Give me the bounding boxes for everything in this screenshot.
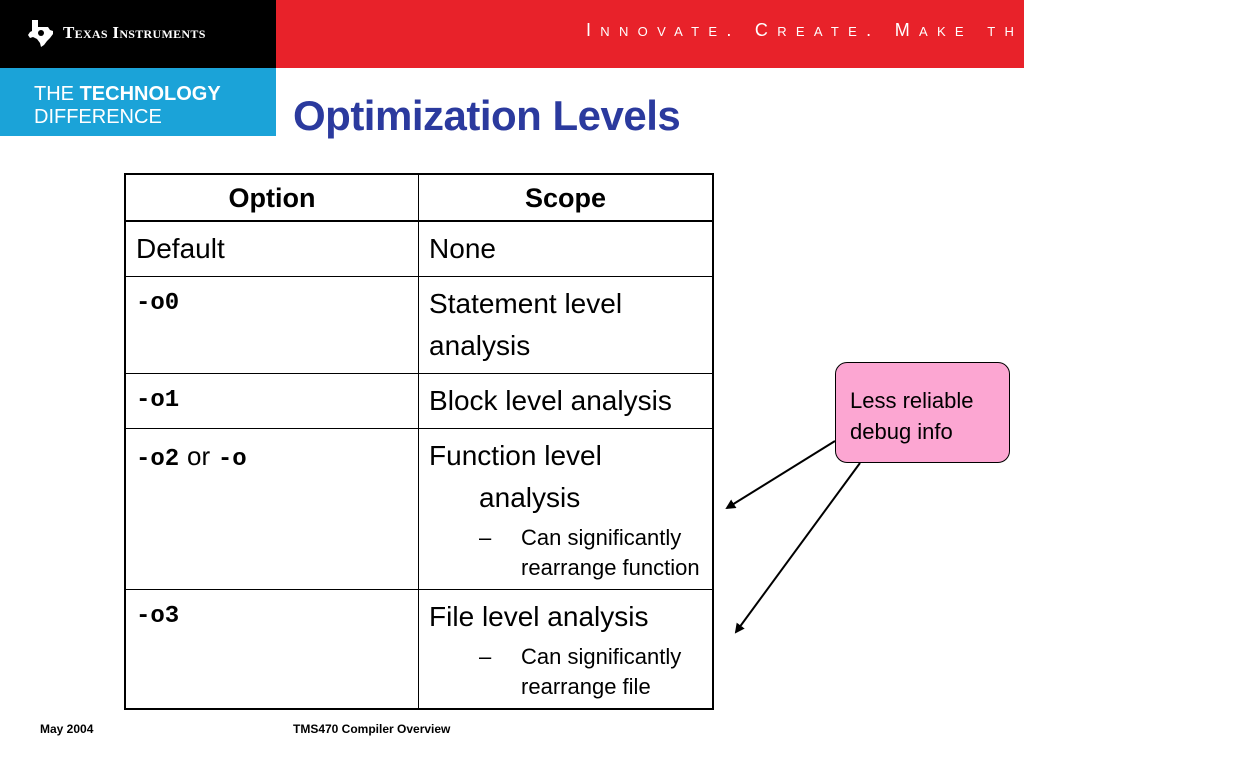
trademark-mark: ™ xyxy=(1249,18,1256,25)
scope-statement: Statement level analysis xyxy=(429,288,623,361)
option-o2: -o2 xyxy=(136,446,180,473)
tech-the: THE xyxy=(34,83,74,105)
note-dash: – xyxy=(479,644,492,669)
scope-function-cont: analysis xyxy=(479,482,581,513)
footer-title: TMS470 Compiler Overview xyxy=(293,722,451,736)
arrow-to-o2 xyxy=(727,441,835,508)
header-option: Option xyxy=(125,174,419,221)
scope-block: Block level analysis xyxy=(429,385,672,416)
note-dash: – xyxy=(479,525,492,550)
ti-logo-text: Texas Instruments xyxy=(63,23,206,42)
option-or: or xyxy=(187,441,211,471)
option-default: Default xyxy=(136,233,225,264)
scope-none: None xyxy=(429,233,496,264)
option-o: -o xyxy=(217,446,247,473)
callout-line-2: debug info xyxy=(850,419,953,444)
option-o0: -o0 xyxy=(136,290,180,317)
note-text: Can significantly rearrange file xyxy=(521,644,682,699)
scope-function: Function level xyxy=(429,440,602,471)
header-scope: Scope xyxy=(419,174,713,221)
note-text: Can significantly rearrange function xyxy=(521,525,700,580)
scope-file: File level analysis xyxy=(429,601,649,632)
callout-line-1: Less reliable xyxy=(850,388,974,413)
slide-title: Optimization Levels xyxy=(293,92,681,139)
footer-date: May 2004 xyxy=(40,722,94,736)
option-o3: -o3 xyxy=(136,603,180,630)
option-o1: -o1 xyxy=(136,387,180,414)
tagline-text: Innovate. Create. Make the Difference. xyxy=(586,20,1250,40)
tech-technology: TECHNOLOGY xyxy=(79,83,221,105)
arrow-to-o3 xyxy=(736,463,860,632)
tech-difference: DIFFERENCE xyxy=(34,106,162,128)
